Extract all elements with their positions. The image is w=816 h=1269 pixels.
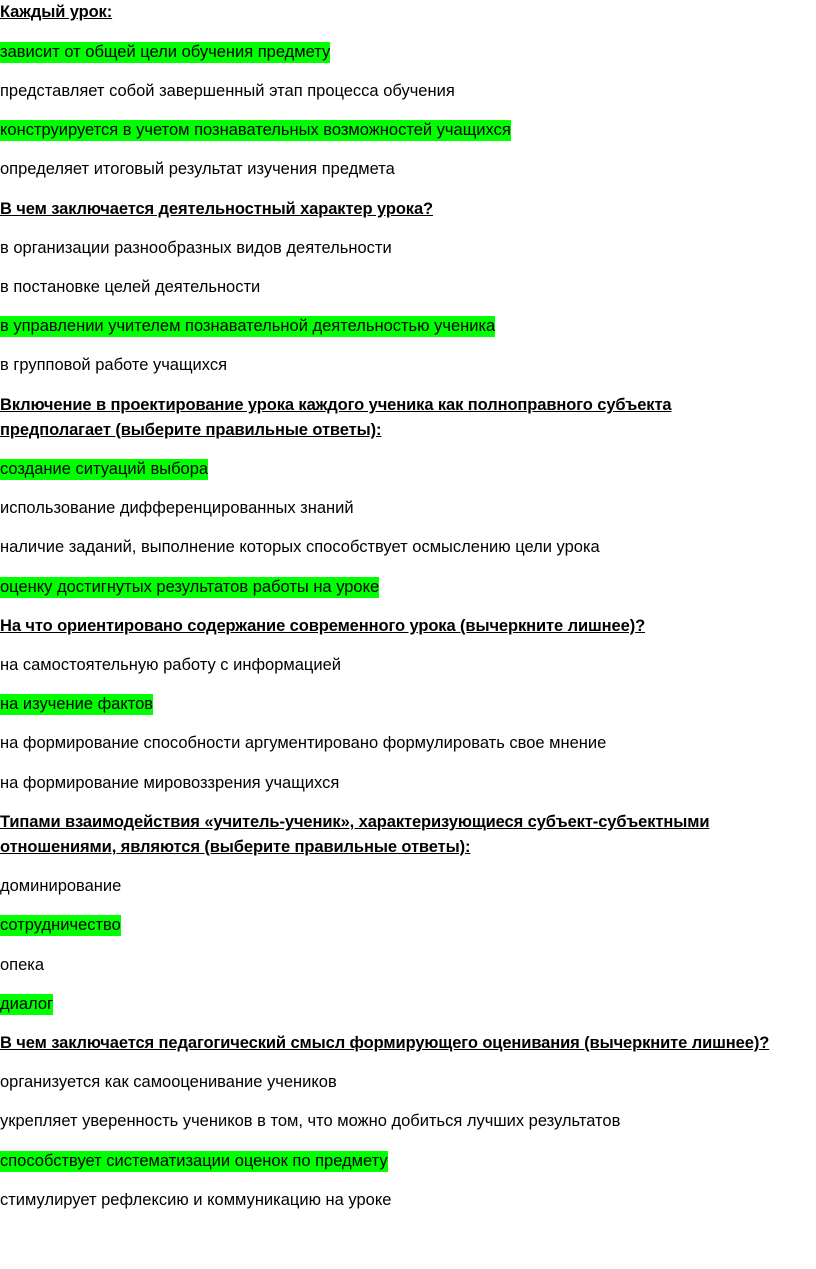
question-title: Типами взаимодействия «учитель-ученик», характеризующиеся субъект-субъектными	[0, 813, 710, 831]
answer-option-highlighted: диалог	[0, 995, 54, 1013]
answer-option: использование дифференцированных знаний	[0, 499, 354, 517]
question-title: В чем заключается педагогический смысл формирующего оценивания (вычеркните лишнее)?	[0, 1034, 770, 1052]
question-title: В чем заключается деятельностный характер урока?	[0, 200, 434, 218]
answer-option-highlighted: в управлении учителем познавательной деятельностью ученика	[0, 317, 496, 335]
answer-option: на формирование мировоззрения учащихся	[0, 774, 340, 792]
answer-option: доминирование	[0, 877, 122, 895]
question-title: Каждый урок:	[0, 3, 113, 21]
answer-option-highlighted: оценку достигнутых результатов работы на уроке	[0, 578, 380, 596]
answer-option: стимулирует рефлексию и коммуникацию на уроке	[0, 1191, 392, 1209]
answer-option: наличие заданий, выполнение которых способствует осмыслению цели урока	[0, 538, 600, 556]
answer-option: опека	[0, 956, 45, 974]
question-title: предполагает (выберите правильные ответы):	[0, 421, 382, 439]
answer-option: на самостоятельную работу с информацией	[0, 656, 341, 674]
answer-option: в постановке целей деятельности	[0, 278, 261, 296]
answer-option-highlighted: создание ситуаций выбора	[0, 460, 209, 478]
answer-option-highlighted: сотрудничество	[0, 916, 121, 934]
answer-option: организуется как самооценивание учеников	[0, 1073, 337, 1091]
question-title: Включение в проектирование урока каждого ученика как полноправного субъекта	[0, 396, 672, 414]
answer-option-highlighted: зависит от общей цели обучения предмету	[0, 43, 331, 61]
answer-option-highlighted: способствует систематизации оценок по предмету	[0, 1152, 388, 1170]
question-title: На что ориентировано содержание современного урока (вычеркните лишнее)?	[0, 617, 646, 635]
answer-option: в групповой работе учащихся	[0, 356, 228, 374]
answer-option: в организации разнообразных видов деятельности	[0, 239, 392, 257]
question-title: отношениями, являются (выберите правильные ответы):	[0, 838, 471, 856]
answer-option-highlighted: на изучение фактов	[0, 695, 154, 713]
answer-option-highlighted: конструируется в учетом познавательных возможностей учащихся	[0, 121, 511, 139]
answer-option: представляет собой завершенный этап процесса обучения	[0, 82, 455, 100]
answer-option: определяет итоговый результат изучения предмета	[0, 160, 395, 178]
answer-option: укрепляет уверенность учеников в том, что можно добиться лучших результатов	[0, 1112, 621, 1130]
answer-option: на формирование способности аргументировано формулировать свое мнение	[0, 734, 607, 752]
